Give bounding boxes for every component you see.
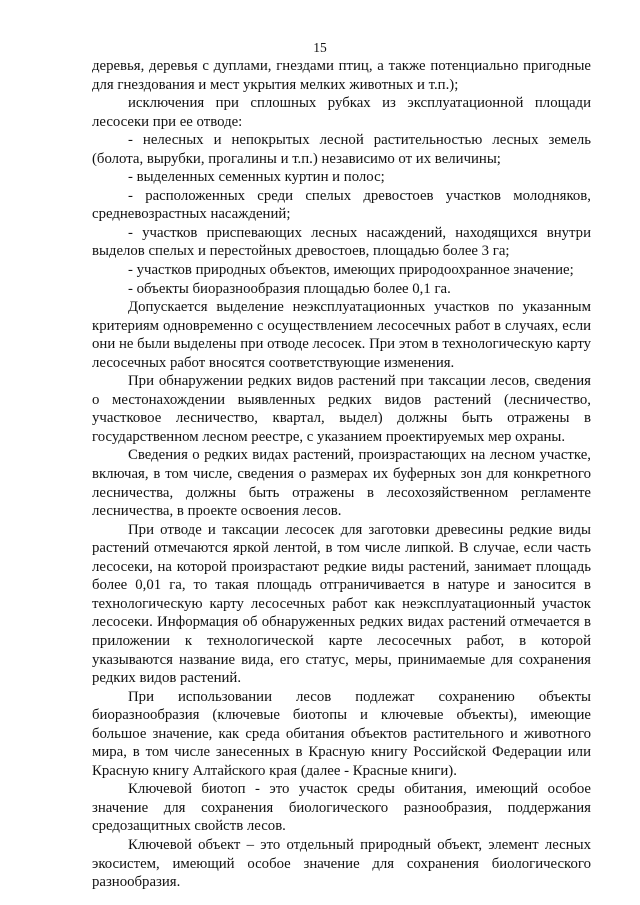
- list-item-natural-objects: - участков природных объектов, имеющих природоохранное значение;: [128, 262, 574, 279]
- list-item-maturing-stands: - участков приспевающих лесных насаждений, находящихся внутри выделов спелых и перестойных древостоев, площадью более 3 га;: [92, 224, 591, 260]
- list-item-young-stands: - расположенных среди спелых древостоев участков молодняков, средневозрастных насаждений;: [92, 187, 591, 223]
- paragraph-exclusions-intro: исключения при сплошных рубках из эксплуатационной площади лесосеки при ее отводе:: [92, 95, 591, 130]
- list-item-biodiversity-objects: - объекты биоразнообразия площадью более 0,1 га.: [128, 280, 451, 297]
- page-number: 15: [313, 40, 327, 55]
- list-item-non-forest-lands: - нелесных и непокрытых лесной растительностью лесных земель (болота, вырубки, прогалины и т.п.) независимо от их величины;: [92, 132, 591, 167]
- paragraph-key-object: Ключевой объект – это отдельный природный объект, элемент лесных экосистем, имеющий особое значение для сохранения биологического разнообразия.: [92, 836, 591, 891]
- paragraph-non-operational-areas: Допускается выделение неэксплуатационных участков по указанным критериям одновременно с осуществлением лесосечных работ в случаях, если они не были выделены при отводе лесосек. При этом в технологическую карту лесосечных работ вносятся соответствующие изменения.: [92, 299, 591, 371]
- paragraph-rare-plants-regulation: Сведения о редких видах растений, произрастающих на лесном участке, включая, в том числе, сведения о размерах их буферных зон для конкретного лесничества, должны быть отражены в лесохозяйственном регламенте лесничества, в проекте освоения лесов.: [92, 447, 591, 520]
- paragraph-rare-plants-marking: При отводе и таксации лесосек для заготовки древесины редкие виды растений отмечаются яркой лентой, в том числе липкой. В случае, если часть лесосеки, на которой произрастают редкие виды растений, занимает площадь более 0,01 га, то такая площадь отграничивается в натуре и заносится в технологическую карту лесосечных работ как неэксплуатационный участок лесосеки. Информация об обнаруженных редких видах растений отмечается в приложении к технологической карте лесосечных работ, в которой указываются название вида, его статус, меры, принимаемые для сохранения редких видов растений.: [92, 521, 591, 687]
- document-body: [92, 57, 591, 892]
- paragraph-continuation: деревья, деревья с дуплами, гнездами птиц, а также потенциально пригодные для гнездования и мест укрытия мелких животных и т.п.);: [92, 58, 591, 93]
- paragraph-biodiversity-objects: При использовании лесов подлежат сохранению объекты биоразнообразия (ключевые биотопы и ключевые объекты), имеющие большое значение, как среда обитания объектов растительного и животного мира, в том числе занесенных в Красную книгу Российской Федерации или Красную книгу Алтайского края (далее - Красные книги).: [92, 688, 591, 779]
- paragraph-rare-plants-taxation: При обнаружении редких видов растений при таксации лесов, сведения о местонахождении выявленных редких видов растений (лесничество, участковое лесничество, квартал, выдел) должны быть отражены в государственном лесном реестре, с указанием проектируемых мер охраны.: [92, 373, 591, 445]
- list-item-seed-clumps: - выделенных семенных куртин и полос;: [128, 169, 385, 186]
- paragraph-key-biotope: Ключевой биотоп - это участок среды обитания, имеющий особое значение для сохранения биологического разнообразия, поддержания средозащитных свойств лесов.: [92, 781, 591, 835]
